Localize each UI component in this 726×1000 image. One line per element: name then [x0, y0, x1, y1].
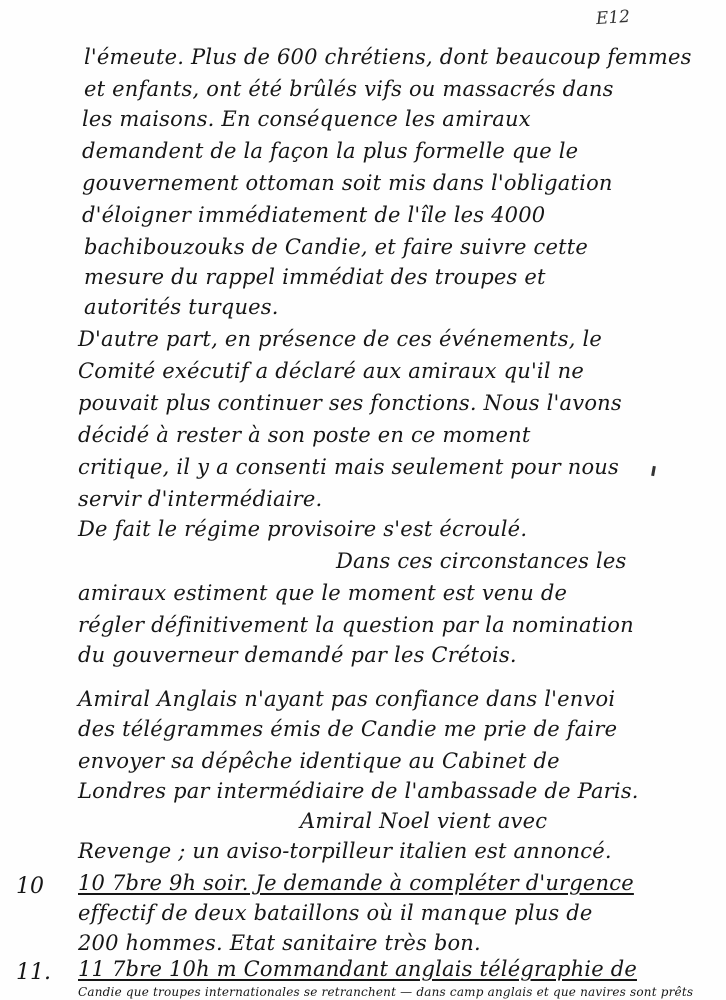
text-line-8: mesure du rappel immédiat des troupes et — [84, 265, 546, 289]
text-line-29: 200 hommes. Etat sanitaire très bon. — [78, 931, 481, 955]
text-line-28: effectif de deux bataillons où il manque plus de — [78, 901, 593, 925]
ink-mark — [651, 466, 656, 476]
text-line-5: gouvernement ottoman soit mis dans l'obligation — [82, 171, 613, 195]
text-line-4: demandent de la façon la plus formelle que le — [82, 139, 579, 163]
margin-date-number: 11. — [16, 960, 51, 985]
archive-folio-mark: E12 — [595, 6, 631, 30]
text-line-31: Candie que troupes internationales se retranchent — dans camp anglais et que navires sont prêts — [78, 985, 694, 999]
text-line-26: Revenge ; un aviso-torpilleur italien est annoncé. — [78, 839, 612, 863]
text-line-7: bachibouzouks de Candie, et faire suivre cette — [84, 235, 588, 259]
text-line-11: Comité exécutif a déclaré aux amiraux qu'il ne — [78, 359, 584, 383]
text-line-27-dated-entry: 10 7bre 9h soir. Je demande à compléter d'urgence — [78, 871, 634, 895]
text-line-9: autorités turques. — [84, 295, 279, 319]
text-line-24: Londres par intermédiaire de l'ambassade de Paris. — [78, 779, 639, 803]
text-line-17: Dans ces circonstances les — [336, 549, 627, 573]
text-line-23: envoyer sa dépêche identique au Cabinet de — [78, 749, 560, 773]
text-line-30-dated-entry: 11 7bre 10h m Commandant anglais télégraphie de — [78, 957, 637, 981]
text-line-15: servir d'intermédiaire. — [78, 487, 323, 511]
margin-date-number: 10 — [16, 874, 44, 899]
text-line-20: du gouverneur demandé par les Crétois. — [78, 643, 517, 667]
text-line-10: D'autre part, en présence de ces événements, le — [78, 327, 602, 351]
text-line-25: Amiral Noel vient avec — [300, 809, 548, 833]
text-line-12: pouvait plus continuer ses fonctions. Nous l'avons — [78, 391, 622, 415]
text-line-1: l'émeute. Plus de 600 chrétiens, dont beaucoup femmes — [84, 45, 692, 69]
text-line-19: régler définitivement la question par la nomination — [78, 613, 634, 637]
text-line-14: critique, il y a consenti mais seulement pour nous — [78, 455, 619, 479]
text-line-3: les maisons. En conséquence les amiraux — [82, 107, 531, 131]
text-line-21: Amiral Anglais n'ayant pas confiance dans l'envoi — [78, 687, 616, 711]
text-line-13: décidé à rester à son poste en ce moment — [78, 423, 531, 447]
text-line-6: d'éloigner immédiatement de l'île les 4000 — [82, 203, 546, 227]
text-line-16: De fait le régime provisoire s'est écroulé. — [78, 517, 528, 541]
text-line-22: des télégrammes émis de Candie me prie de faire — [78, 717, 618, 741]
text-line-18: amiraux estiment que le moment est venu de — [78, 581, 568, 605]
text-line-2: et enfants, ont été brûlés vifs ou massacrés dans — [84, 77, 614, 101]
